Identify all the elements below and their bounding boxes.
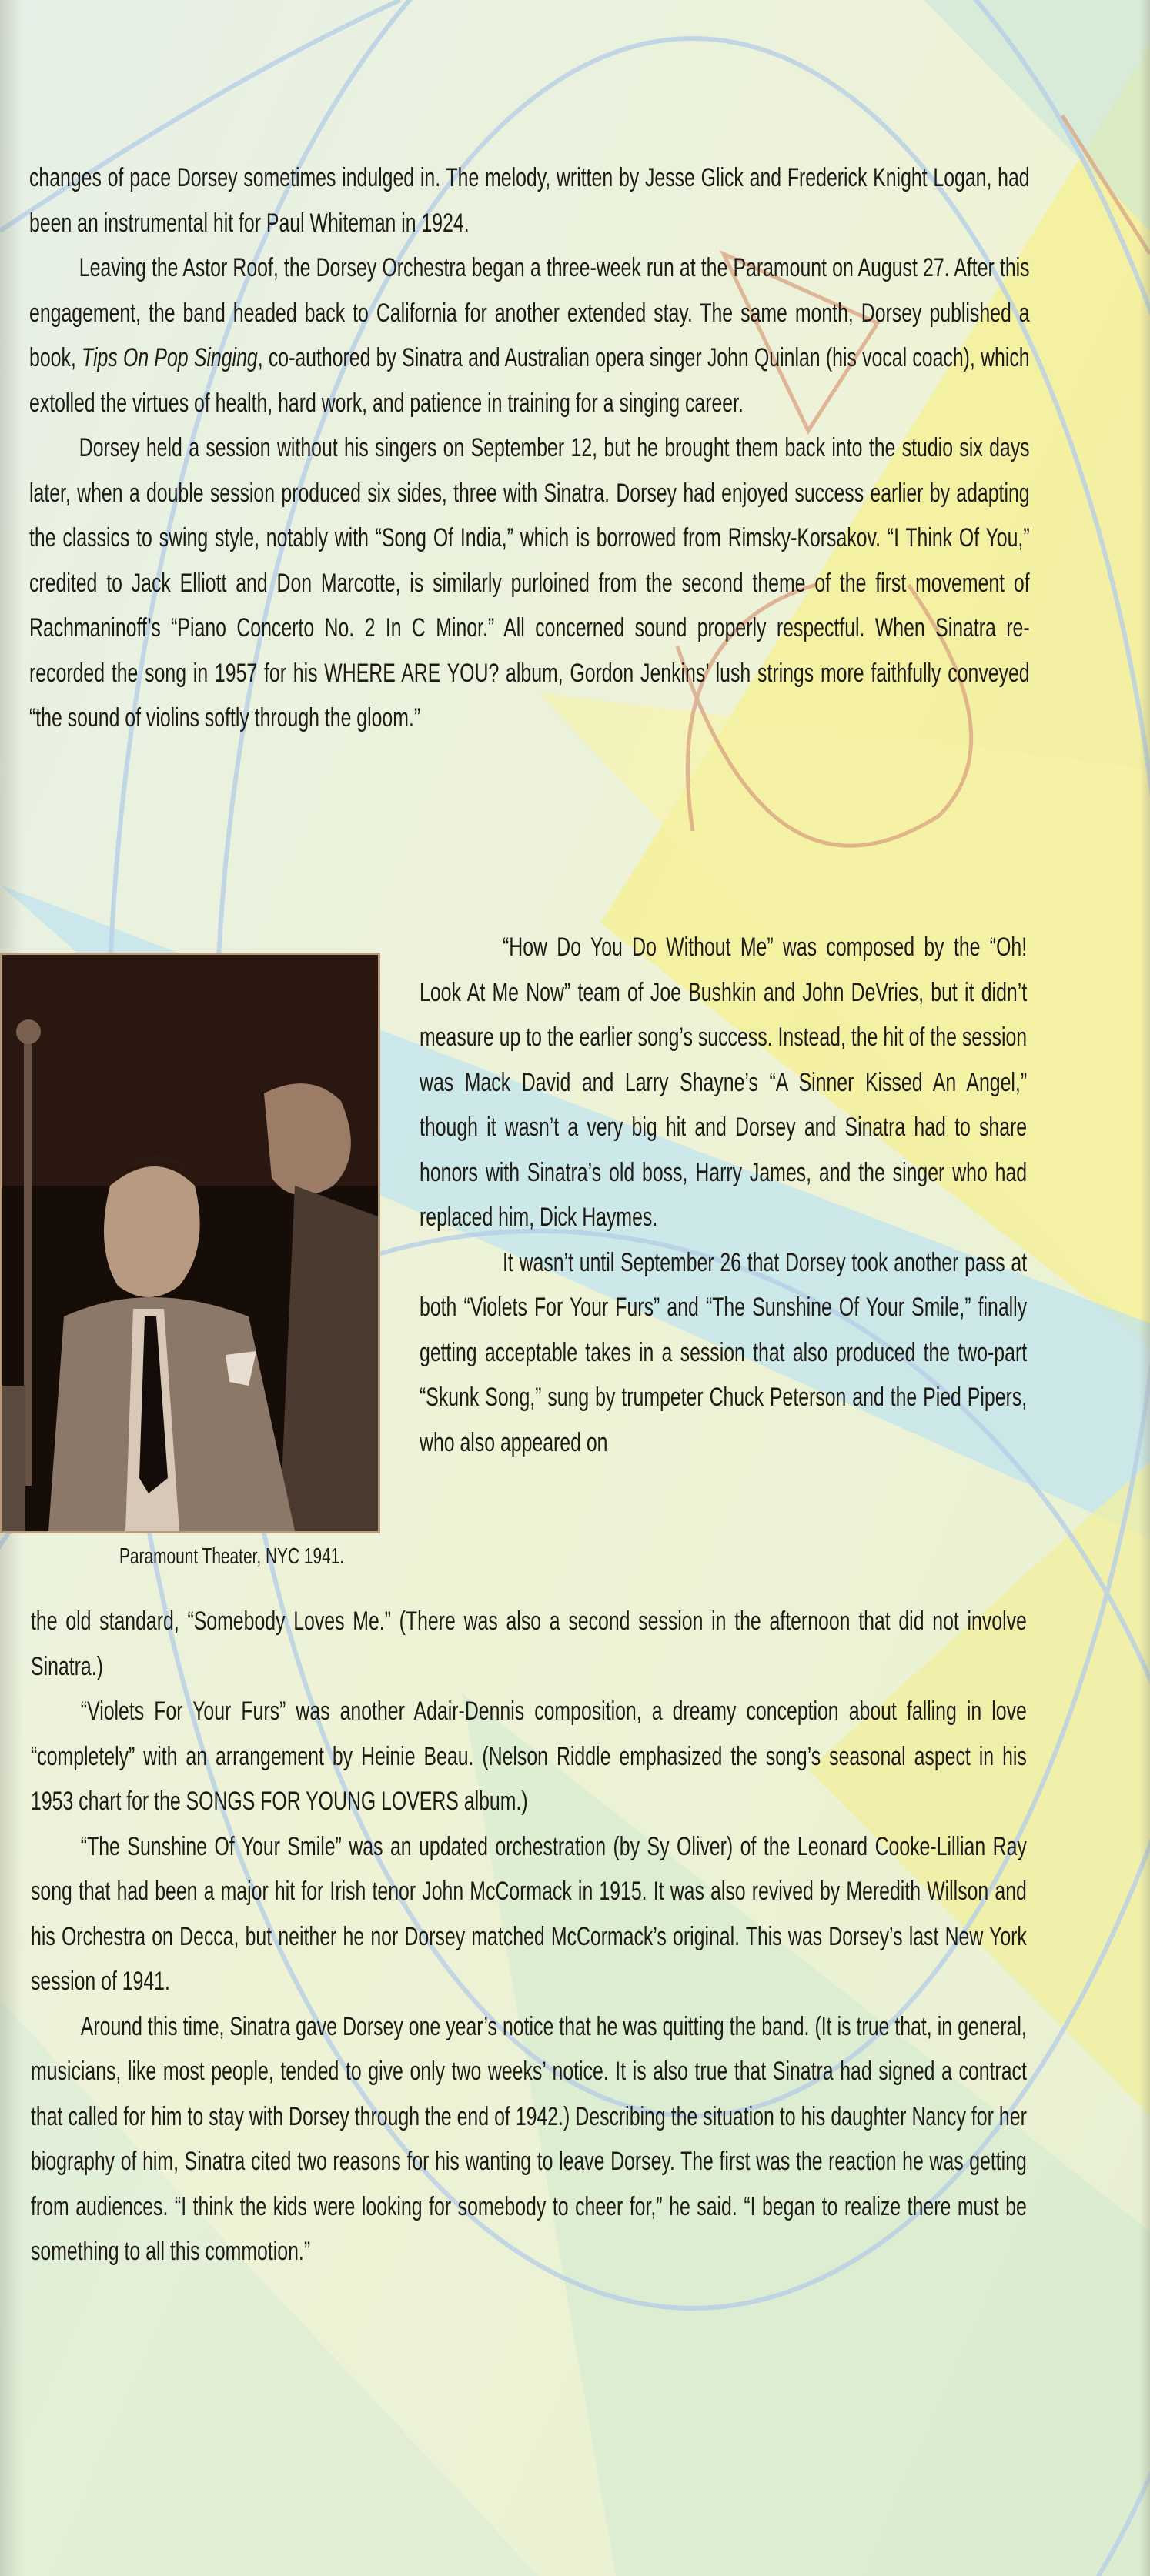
paragraph-sunshine: “The Sunshine Of Your Smile” was an updated orchestration (by Sy Oliver) of the Leonard Cooke-Lillian Ray song that had been a major hit for Irish tenor John McCormack in 1915. It was also revived by Meredith Willson and his Orchestra on Decca, but neither he nor Dorsey matched McCormack’s original. This was Dorsey’s last New York session of 1941. [31, 1831, 1027, 1996]
book-title: Tips On Pop Singing [82, 343, 258, 372]
paragraph-notice: Around this time, Sinatra gave Dorsey one year’s notice that he was quitting the band. (It is true that, in general, musicians, like most people, tended to give only two weeks’ notice. It is also true that Sinatra had signed a contract that called for him to stay with Dorsey through the end of 1942.) Describing the situation to his daughter Nancy for her biography of him, Sinatra cited two reasons for his wanting to leave Dorsey. The first was the reaction he was getting from audiences. “I think the kids were looking for somebody to cheer for,” he said. “I began to realize there must be something to all this commotion.” [31, 2011, 1027, 2266]
paragraph-session: Dorsey held a session without his singers on September 12, but he brought them back into the studio six days later, when a double session produced six sides, three with Sinatra. Dorsey had enjoyed success earlier by adapting the classics to swing style, notably with “Song Of India,” which is borrowed from Rimsky-Korsakov. “I Think Of You,” credited to Jack Elliott and Don Marcotte, is similarly purloined from the second theme of the first movement of Rachmaninoff’s “Piano Concerto No. 2 In C Minor.” All concerned sound properly respectful. When Sinatra re-recorded the song in 1957 for his WHERE ARE YOU? album, Gordon Jenkins’ lush strings more faithfully conveyed “the sound of violins softly through the gloom.” [29, 433, 1030, 732]
paragraph-how-do-you-do: “How Do You Do Without Me” was composed by the “Oh! Look At Me Now” team of Joe Bushkin and John DeVries, but it didn’t measure up to the earlier song’s success. Instead, the hit of the session was Mack David and Larry Shayne’s “A Sinner Kissed An Angel,” though it wasn’t a very big hit and Dorsey and Sinatra had to share honors with Sinatra’s old boss, Harry James, and the singer who had replaced him, Dick Haymes. [420, 933, 1028, 1232]
photo-sinatra-dorsey [0, 953, 380, 1533]
paragraph-text: Leaving the Astor Roof, the Dorsey Orchestra began a three-week run at the Paramount on August 27. After this engagement, the band headed back to California for another extended stay. The same month, Dorsey published a book, [29, 253, 1030, 372]
paragraph-astor [29, 245, 1030, 425]
photo-caption: Paramount Theater, NYC 1941. [119, 1544, 345, 1569]
paragraph-somebody-loves-me: the old standard, “Somebody Loves Me.” (There was also a second session in the afternoon that did not involve Sinatra.) [31, 1607, 1027, 1681]
photo-image [2, 955, 378, 1531]
text-column-top [29, 155, 1030, 741]
text-column-wrap [420, 925, 1027, 1465]
paragraph-continuation: changes of pace Dorsey sometimes indulged in. The melody, written by Jesse Glick and Frederick Knight Logan, had been an instrumental hit for Paul Whiteman in 1924. [29, 163, 1030, 238]
paragraph-violets: “Violets For Your Furs” was another Adair-Dennis composition, a dreamy conception about falling in love “completely” with an arrangement by Heinie Beau. (Nelson Riddle emphasized the song’s seasonal aspect in his 1953 chart for the SONGS FOR YOUNG LOVERS album.) [31, 1697, 1027, 1816]
text-column-bottom [31, 1599, 1027, 2274]
paragraph-september-26: It wasn’t until September 26 that Dorsey took another pass at both “Violets For Your Furs” and “The Sunshine Of Your Smile,” finally getting acceptable takes in a session that also produced the two-part “Skunk Song,” sung by trumpeter Chuck Peterson and the Pied Pipers, who also appeared on [420, 1247, 1028, 1457]
paragraph-text: , co-authored by Sinatra and Australian opera singer John Quinlan (his vocal coach), which extolled the virtues of health, hard work, and patience in training for a singing career. [29, 343, 1030, 418]
page-edge-shadow [1139, 0, 1150, 2576]
